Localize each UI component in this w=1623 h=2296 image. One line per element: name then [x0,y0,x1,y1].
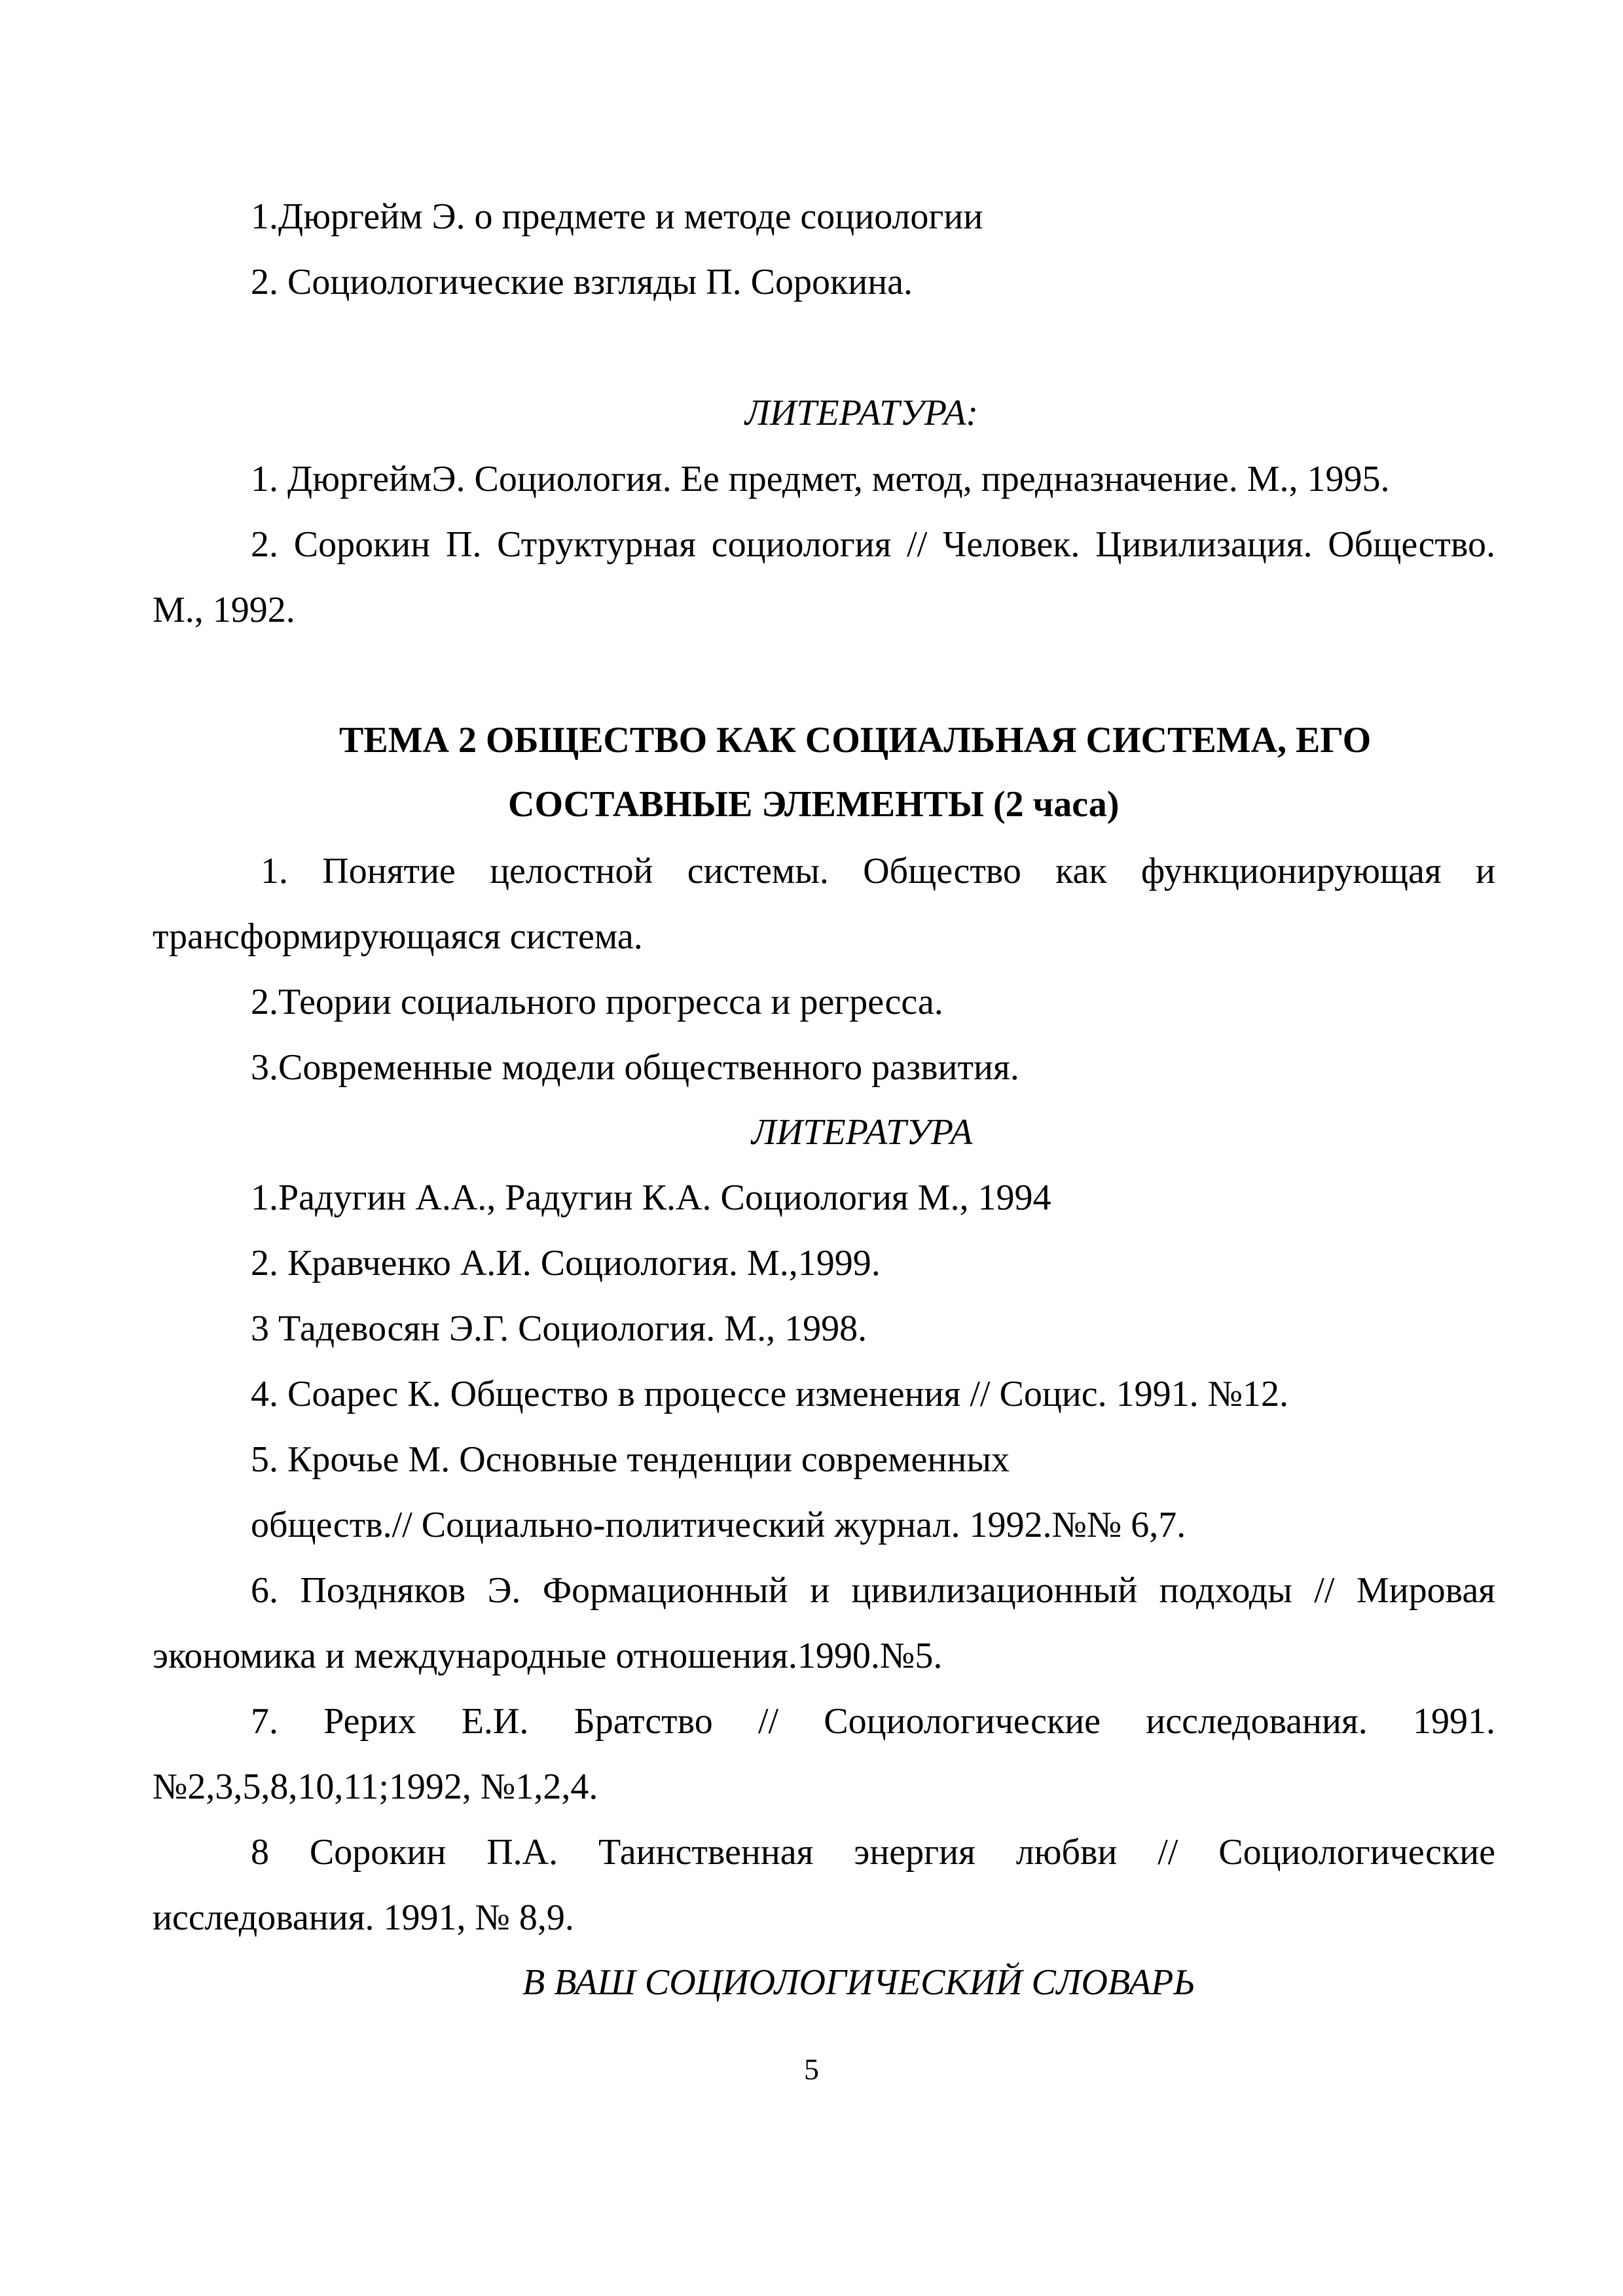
topic-item-2: 2. Социологические взгляды П. Сорокина. [251,262,913,302]
literature1-ref-2 [251,523,1495,566]
word: любви [1015,1832,1118,1873]
word: энергия [854,1832,976,1873]
word: 1991. [1413,1701,1495,1742]
word: Поздняков [300,1570,466,1611]
word: Общество. [1328,524,1495,565]
word: и [1475,851,1495,891]
word: и [810,1570,830,1611]
word: // [1158,1832,1178,1873]
topic2-question-2: 2.Теории социального прогресса и регресса. [251,982,943,1022]
word: // [757,1701,779,1742]
literature2-ref-2: 2. Кравченко А.И. Социология. М.,1999. [251,1243,881,1283]
literature2-ref-7 [251,1700,1495,1743]
literature-heading-2: ЛИТЕРАТУРА [752,1112,973,1153]
topic-item-1: 1.Дюргейм Э. о предмете и методе социологии [251,196,983,237]
dictionary-heading: В ВАШ СОЦИОЛОГИЧЕСКИЙ СЛОВАРЬ [522,1962,1195,2003]
word: системы. [687,851,829,891]
word: 1. [261,851,288,891]
topic2-title-line-1: ТЕМА 2 ОБЩЕСТВО КАК СОЦИАЛЬНАЯ СИСТЕМА, ЕГО [339,720,1372,761]
topic2-question-1 [261,850,1495,893]
literature2-ref-5-cont: обществ.// Социально-политический журнал. 1992.№№ 6,7. [251,1505,1186,1545]
word: Сорокин [309,1832,447,1873]
literature1-ref-2-cont: М., 1992. [153,590,295,630]
word: Братство [574,1701,713,1742]
word: Социологические [824,1701,1101,1742]
word: Социологические [1218,1832,1495,1873]
word: Сорокин [293,524,431,565]
word: исследования. [1146,1701,1368,1742]
literature2-ref-6 [251,1569,1495,1612]
literature1-ref-1: 1. ДюргеймЭ. Социология. Ее предмет, метод, предназначение. М., 1995. [251,459,1390,499]
word: 6. [251,1570,278,1611]
literature2-ref-4: 4. Соарес К. Общество в процессе изменения // Социс. 1991. №12. [251,1374,1289,1414]
word: Е.И. [461,1701,529,1742]
word: Структурная [497,524,696,565]
word: целостной [490,851,653,891]
topic2-title-line-2: СОСТАВНЫЕ ЭЛЕМЕНТЫ (2 часа) [508,784,1120,825]
page-number: 5 [804,2053,819,2086]
word: Мировая [1356,1570,1495,1611]
word: // [907,524,928,565]
word: 2. [251,524,278,565]
literature2-ref-8 [251,1831,1495,1874]
word: П.А. [486,1832,558,1873]
word: П. [445,524,482,565]
topic2-question-1-cont: трансформирующаяся система. [153,916,643,957]
literature2-ref-8-cont: исследования. 1991, № 8,9. [153,1897,574,1938]
topic2-question-3: 3.Современные модели общественного развития. [251,1047,1019,1088]
word: цивилизационный [851,1570,1138,1611]
word: Человек. [943,524,1080,565]
literature2-ref-5: 5. Крочье М. Основные тенденции современных [251,1439,1010,1480]
word: Э. [487,1570,521,1611]
word: // [1314,1570,1335,1611]
literature2-ref-3: 3 Тадевосян Э.Г. Социология. М., 1998. [251,1308,867,1349]
word: Общество [863,851,1021,891]
literature-heading-1: ЛИТЕРАТУРА: [745,393,979,433]
word: функционирующая [1140,851,1442,891]
word: Формационный [542,1570,788,1611]
word: 8 [251,1832,269,1873]
word: как [1055,851,1107,891]
word: Таинственная [598,1832,814,1873]
word: социология [711,524,892,565]
word: Понятие [322,851,456,891]
word: Рерих [323,1701,416,1742]
literature2-ref-6-cont: экономика и международные отношения.1990.№5. [153,1636,943,1676]
literature2-ref-1: 1.Радугин А.А., Радугин К.А. Социология М., 1994 [251,1177,1051,1218]
word: Цивилизация. [1095,524,1313,565]
word: 7. [251,1701,278,1742]
word: подходы [1159,1570,1292,1611]
literature2-ref-7-cont: №2,3,5,8,10,11;1992, №1,2,4. [153,1767,598,1807]
